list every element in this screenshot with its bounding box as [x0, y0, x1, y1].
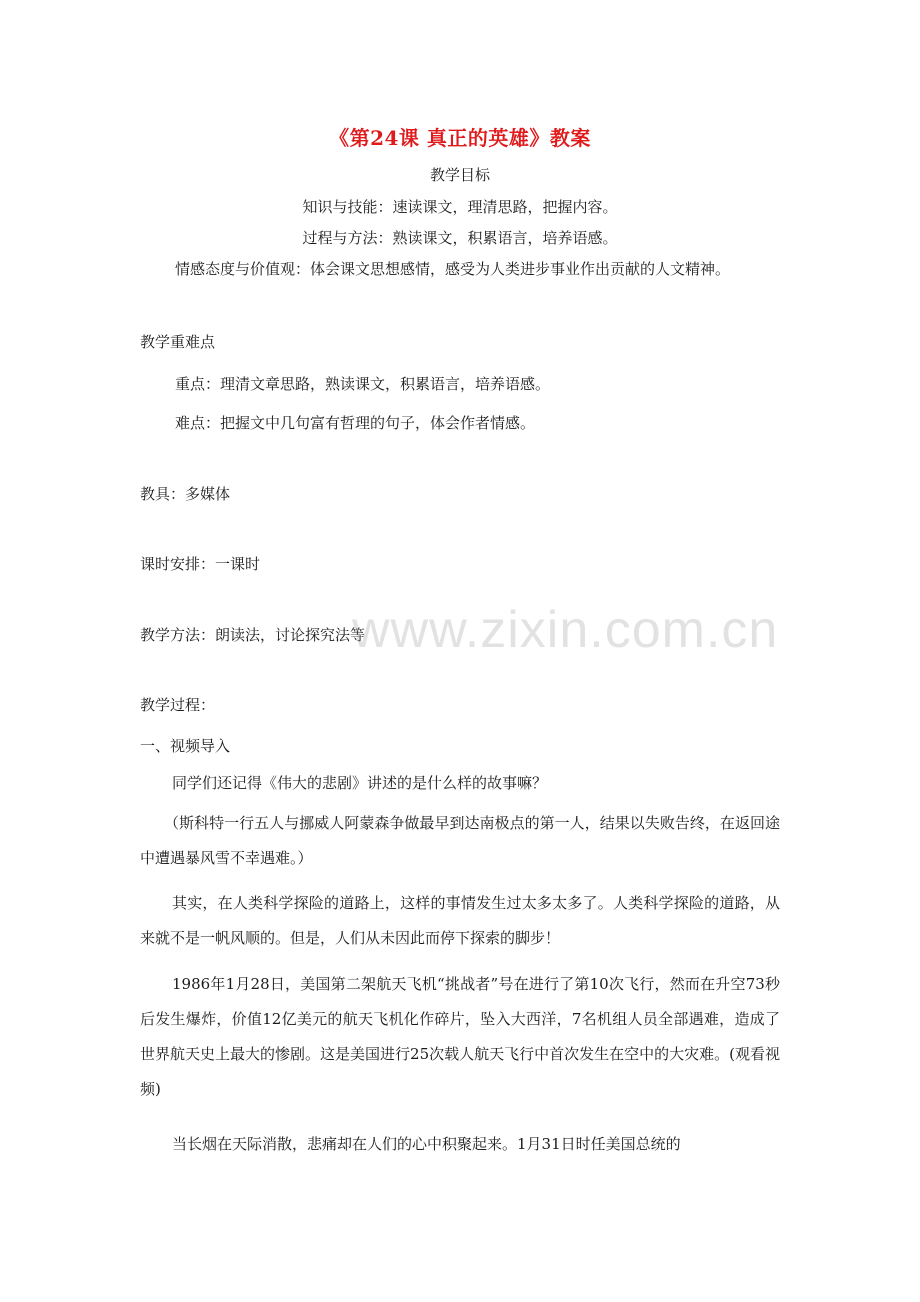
class-schedule: 课时安排：一课时 — [140, 555, 261, 573]
key-points-heading: 教学重难点 — [140, 333, 216, 351]
teaching-method: 教学方法：朗读法，讨论探究法等 — [140, 626, 366, 644]
process-heading: 教学过程： — [140, 696, 216, 714]
key-point-focus: 重点：理清文章思路，熟读课文，积累语言，培养语感。 — [175, 375, 551, 393]
objectives-heading: 教学目标 — [429, 166, 490, 184]
watermark: www.zixin.com.cn — [352, 601, 779, 659]
objective-emotion: 情感态度与价值观：体会课文思想感情，感受为人类进步事业作出贡献的人文精神。 — [175, 260, 731, 278]
objective-knowledge: 知识与技能：速读课文，理清思路，把握内容。 — [302, 198, 618, 216]
paragraph: 1986年1月28日，美国第二架航天飞机“挑战者”号在进行了第10次飞行，然而在升空73秒后发生爆炸，价值12亿美元的航天飞机化作碎片，坠入大西洋，7名机组人员全部遇难，造成了世界航天史上最大的惨剧。这是美国进行25次载人航天飞行中首次发生在空中的大灾难。(观看视频) — [140, 975, 780, 1098]
objective-process: 过程与方法：熟读课文，积累语言，培养语感。 — [302, 229, 618, 247]
paragraph: 当长烟在天际消散，悲痛却在人们的心中积聚起来。1月31日时任美国总统的 — [172, 1135, 681, 1153]
paragraph: （斯科特一行五人与挪威人阿蒙森争做最早到达南极点的第一人，结果以失败告终，在返回途中遭遇暴风雪不幸遇难。） — [140, 814, 780, 867]
document-title: 《第24课 真正的英雄》教案 — [329, 126, 591, 150]
section-heading: 一、视频导入 — [140, 737, 231, 755]
paragraph: 同学们还记得《伟大的悲剧》讲述的是什么样的故事嘛？ — [172, 774, 548, 792]
paragraph: 其实，在人类科学探险的道路上，这样的事情发生过太多太多了。人类科学探险的道路，从来就不是一帆风顺的。但是，人们从未因此而停下探索的脚步！ — [140, 894, 780, 947]
key-point-difficulty: 难点：把握文中几句富有哲理的句子，体会作者情感。 — [175, 414, 536, 432]
teaching-tools: 教具：多媒体 — [140, 485, 231, 503]
